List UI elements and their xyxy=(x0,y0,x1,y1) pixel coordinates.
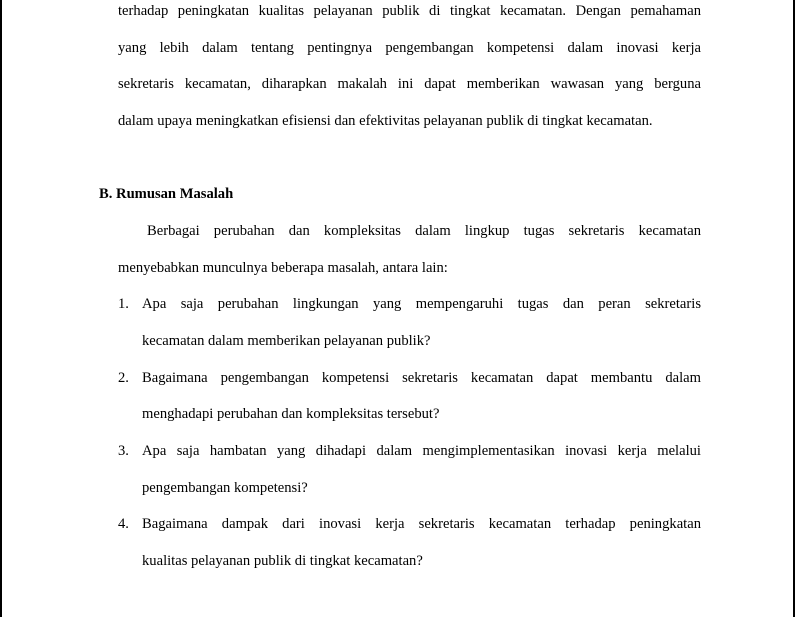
list-item-number: 1. xyxy=(118,296,129,312)
section-intro-line-1: Berbagai perubahan dan kompleksitas dalam lingkup tugas sekretaris kecamatan xyxy=(147,223,701,239)
list-item-line: Apa saja perubahan lingkungan yang mempengaruhi tugas dan peran sekretaris xyxy=(142,296,701,312)
section-intro-line-2: menyebabkan munculnya beberapa masalah, antara lain: xyxy=(118,260,448,276)
list-item-line: Bagaimana dampak dari inovasi kerja sekretaris kecamatan terhadap peningkatan xyxy=(142,516,701,532)
intro-line-1: terhadap peningkatan kualitas pelayanan publik di tingkat kecamatan. Dengan pemahaman xyxy=(118,3,701,19)
list-item-line: pengembangan kompetensi? xyxy=(142,480,308,496)
section-heading: B. Rumusan Masalah xyxy=(99,186,234,202)
list-item-line: kecamatan dalam memberikan pelayanan publik? xyxy=(142,333,431,349)
list-item-number: 2. xyxy=(118,370,129,386)
list-item-line: menghadapi perubahan dan kompleksitas tersebut? xyxy=(142,406,440,422)
intro-line-3: sekretaris kecamatan, diharapkan makalah ini dapat memberikan wawasan yang berguna xyxy=(118,76,701,92)
intro-line-2: yang lebih dalam tentang pentingnya pengembangan kompetensi dalam inovasi kerja xyxy=(118,40,701,56)
intro-line-4: dalam upaya meningkatkan efisiensi dan efektivitas pelayanan publik di tingkat kecamatan. xyxy=(118,113,653,129)
list-item-line: kualitas pelayanan publik di tingkat kecamatan? xyxy=(142,553,423,569)
list-item-line: Bagaimana pengembangan kompetensi sekretaris kecamatan dapat membantu dalam xyxy=(142,370,701,386)
list-item-number: 3. xyxy=(118,443,129,459)
list-item-number: 4. xyxy=(118,516,129,532)
list-item-line: Apa saja hambatan yang dihadapi dalam mengimplementasikan inovasi kerja melalui xyxy=(142,443,701,459)
